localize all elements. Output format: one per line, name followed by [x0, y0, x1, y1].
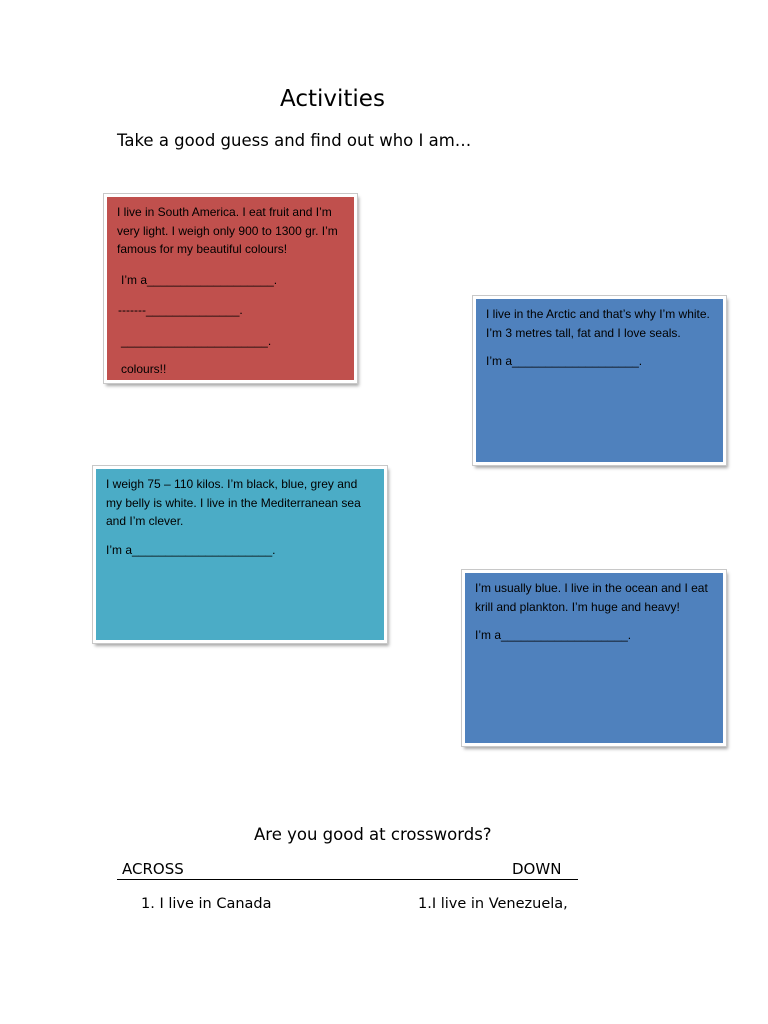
riddle-card-1-text: I live in South America. I eat fruit and I’m very light. I weigh only 900 to 1300 gr. I’m famous for my beautiful colours!: [117, 205, 342, 256]
riddle-card-1-answer-line: ______________________.: [121, 333, 272, 348]
riddle-card-3-answer-line: I’m a_____________________.: [106, 542, 276, 557]
riddle-card-3: [93, 466, 387, 643]
riddle-card-4: [462, 570, 726, 746]
riddle-card-2-text: I live in the Arctic and that’s why I’m white. I’m 3 metres tall, fat and I love seals.: [486, 307, 714, 340]
riddle-card-1-answer-line: I’m a___________________.: [121, 272, 278, 287]
page-subtitle: Take a good guess and find out who I am…: [117, 131, 472, 150]
riddle-card-1: [104, 194, 357, 383]
across-label: ACROSS: [122, 860, 184, 878]
riddle-card-1-answer-line: -------______________.: [118, 303, 243, 317]
riddle-card-4-text: I’m usually blue. I live in the ocean and I eat krill and plankton. I’m huge and heavy!: [475, 581, 712, 614]
across-clue: 1. I live in Canada: [141, 896, 272, 912]
riddle-card-2: [473, 296, 726, 465]
riddle-card-3-text: I weigh 75 – 110 kilos. I’m black, blue, grey and my belly is white. I live in the Mediterranean sea and I’m clever.: [106, 477, 365, 528]
down-clue: 1.I live in Venezuela,: [418, 896, 568, 912]
down-label: DOWN: [512, 860, 562, 878]
page-title: Activities: [280, 86, 385, 112]
riddle-card-2-answer-line: I’m a___________________.: [486, 354, 643, 368]
crossword-header: [117, 860, 578, 880]
riddle-card-4-answer-line: I’m a___________________.: [475, 628, 632, 642]
riddle-card-1-answer-line: colours!!: [121, 362, 167, 376]
crossword-title: Are you good at crosswords?: [254, 825, 492, 844]
